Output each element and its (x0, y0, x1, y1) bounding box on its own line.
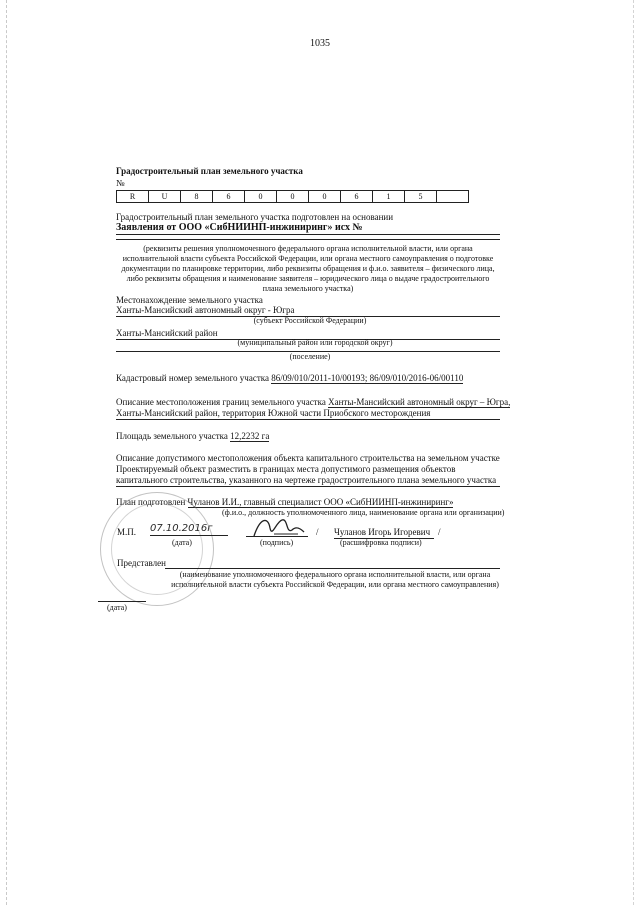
location-subject: Ханты-Мансийский автономный округ - Югра (116, 305, 500, 317)
plan-number-cell: 5 (405, 191, 437, 202)
location-district: Ханты-Мансийский район (116, 328, 500, 340)
area-label: Площадь земельного участка (116, 431, 228, 441)
object-description-label: Описание допустимого местоположения объекта капитального строительства на земельном участке (116, 453, 500, 463)
plan-title: Градостроительный план земельного участка (116, 166, 303, 176)
plan-number-sign: № (116, 178, 125, 188)
boundaries-value-line1: Ханты-Мансийский автономный округ – Югра, (328, 397, 511, 407)
plan-number-cell: 8 (181, 191, 213, 202)
plan-number-cell: 6 (341, 191, 373, 202)
signer-name-caption: (расшифровка подписи) (340, 538, 422, 547)
area-value: 12,2232 га (230, 431, 270, 441)
signer-name: Чуланов Игорь Игоревич (334, 527, 434, 539)
plan-number-cell (437, 191, 469, 202)
plan-number-cell: R (117, 191, 149, 202)
mp-label: М.П. (117, 527, 137, 537)
basis-extra-line (116, 238, 500, 240)
basis-caption: (реквизиты решения уполномоченного федерального органа исполнительной власти, или органа исполнительной власти субъекта Российской Федерации, или органа местного самоуправления о подготовке документации по планировке территории, либо реквизиты обращения и ф.и.о. заявителя – физического лица, либо реквизиты обращения и наименование заявителя – юридического лица о выдаче градостроительного плана земельного участка) (121, 244, 495, 293)
plan-number-cell: 0 (245, 191, 277, 202)
cadastral-label: Кадастровый номер земельного участка (116, 373, 269, 383)
basis-value: Заявления от ООО «СибНИИНП-инжиниринг» исх № (116, 222, 500, 235)
presented-label: Представлен (117, 558, 166, 568)
bottom-date-caption: (дата) (107, 603, 127, 612)
prepared-value: Чуланов И.И., главный специалист ООО «СибНИИНП-инжиниринг» (187, 497, 454, 507)
basis-label: Градостроительный план земельного участка подготовлен на основании (116, 212, 394, 222)
date-caption: (дата) (172, 538, 192, 547)
plan-number-cell: 0 (309, 191, 341, 202)
cadastral-value: 86/09/010/2011-10/00193; 86/09/010/2016-06/00110 (271, 373, 464, 383)
signature-caption: (подпись) (260, 538, 294, 547)
boundaries-value-line2: Ханты-Мансийский район, территория Южной части Приобского месторождения (116, 408, 500, 420)
page-number: 1035 (310, 38, 330, 49)
signature-line (246, 535, 308, 537)
plan-number-cell: 0 (277, 191, 309, 202)
slash-right: / (438, 527, 441, 537)
bottom-date-line (98, 600, 146, 602)
prepared-label: План подготовлен (116, 497, 186, 507)
date-handwritten: 07.10.2016г (150, 523, 228, 536)
slash-left: / (316, 527, 319, 537)
location-label: Местонахождение земельного участка (116, 295, 263, 305)
plan-number-cell: 6 (213, 191, 245, 202)
plan-number-cell: U (149, 191, 181, 202)
location-district-caption: (муниципальный район или городской округ) (237, 338, 393, 347)
scan-edge-right (633, 0, 634, 905)
object-description-value: Проектируемый объект разместить в границах места допустимого размещения объектов капитального строительства, указанного на чертеже градостроительного плана земельного участка (116, 464, 500, 487)
location-subject-caption: (субъект Российской Федерации) (253, 316, 367, 325)
presented-caption: (наименование уполномоченного федерального органа исполнительной власти, или органа исполнительной власти субъекта Российской Федерации, или органа местного самоуправления) (171, 570, 499, 589)
boundaries-label: Описание местоположения границ земельного участка (116, 397, 326, 407)
scan-edge-left (6, 0, 7, 905)
settlement-caption: (поселение) (289, 352, 331, 361)
prepared-caption: (ф.и.о., должность уполномоченного лица, наименование органа или организации) (222, 508, 505, 517)
plan-number-cell: 1 (373, 191, 405, 202)
plan-number-grid (116, 190, 469, 203)
presented-line (165, 567, 500, 569)
